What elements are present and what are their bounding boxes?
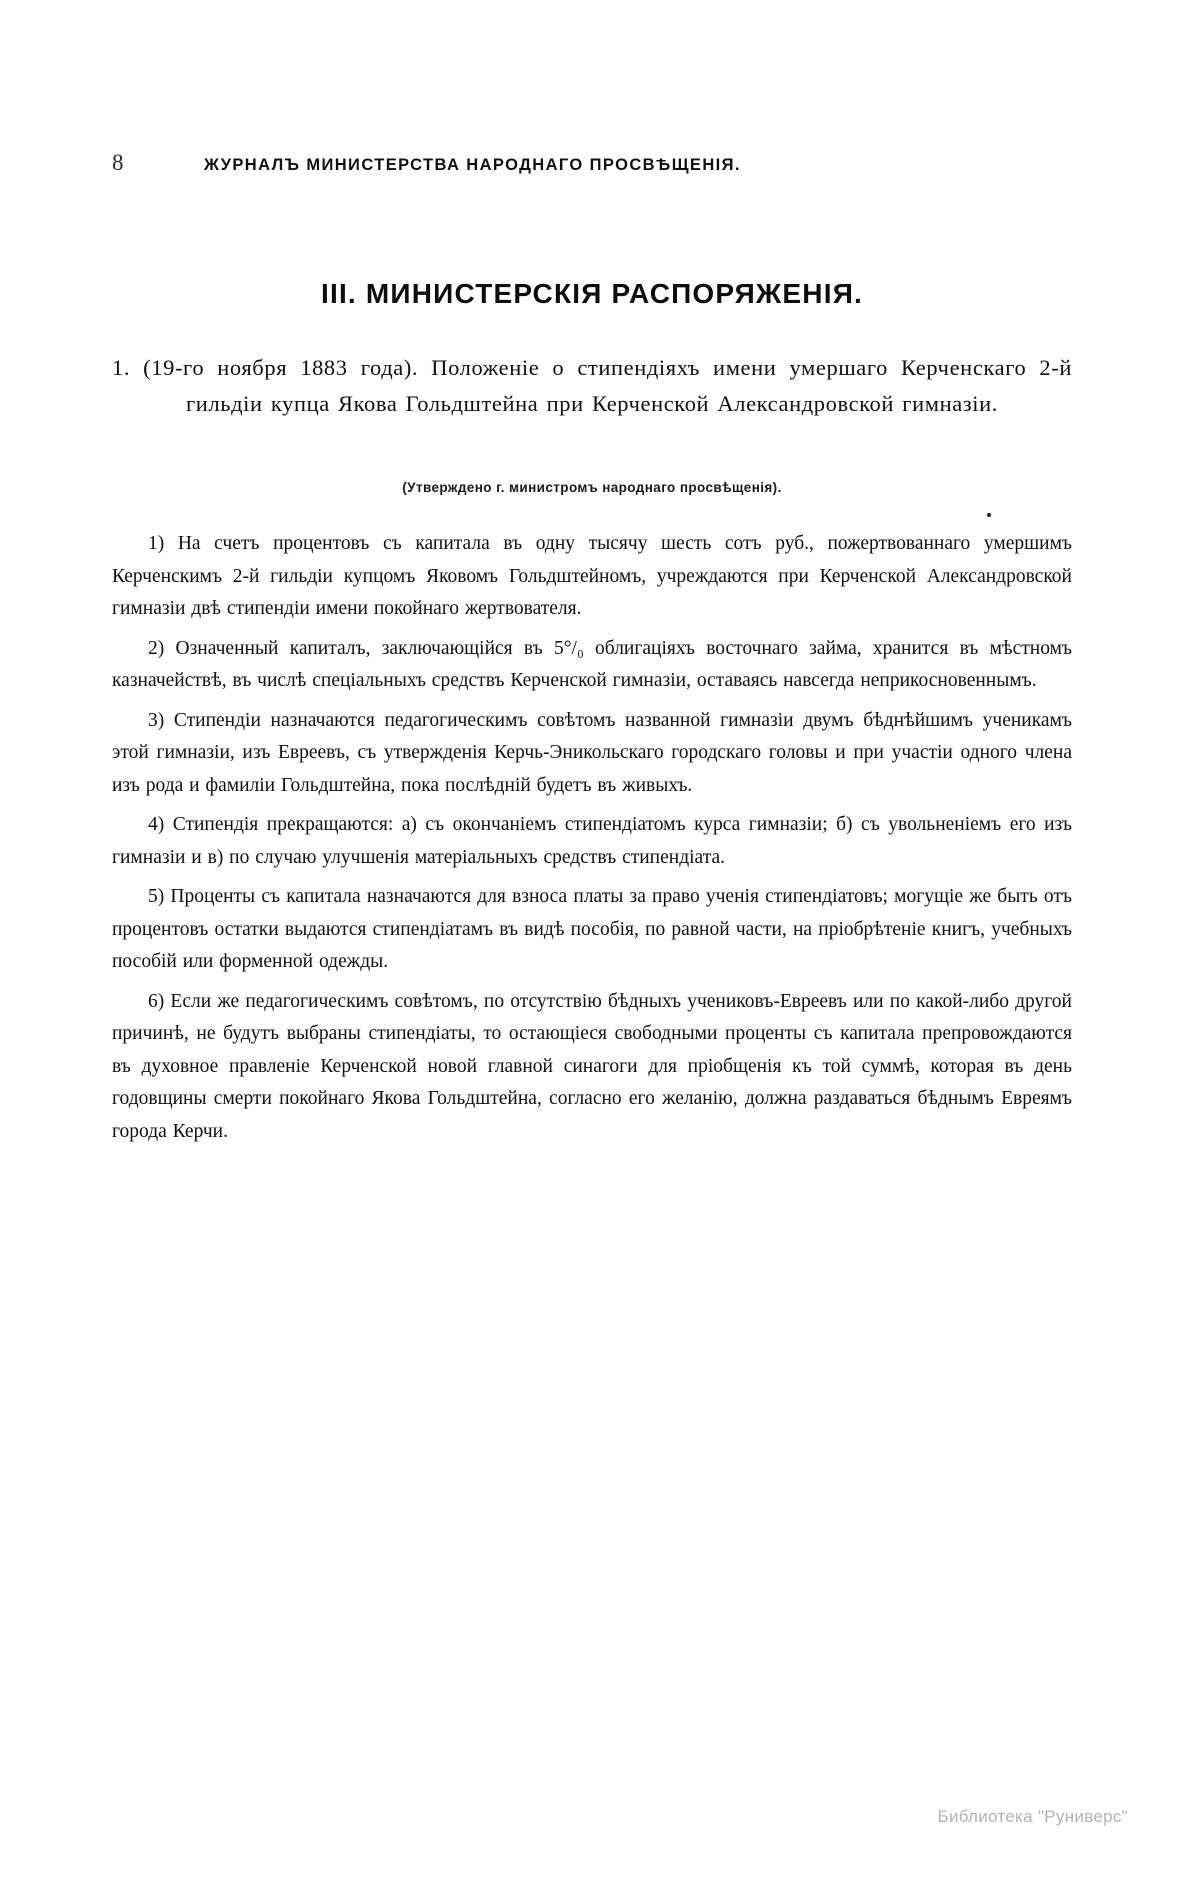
article-title: 1. (19-го ноября 1883 года). Положеніе о стипендіяхъ имени умершаго Керченскаго 2-й гильдіи купца Якова Гольдштейна при Керченской Александровской гимназіи. — [112, 355, 1072, 416]
paragraph: 5) Проценты съ капитала назначаются для взноса платы за право ученія стипендіатовъ; могущіе же быть отъ процентовъ остатки выдаются стипендіатамъ въ видѣ пособія, по равной части, на пріобрѣтеніе книгъ, учебныхъ пособій или форменной одежды. — [112, 886, 1072, 972]
ink-speck — [987, 513, 991, 517]
paragraph: 2) Означенный капиталъ, заключающійся въ 5°/₀ облигаціяхъ восточнаго займа, хранится въ мѣстномъ казначействѣ, въ числѣ спеціальныхъ средствъ Керченской гимназіи, оставаясь навсегда неприкосновеннымъ. — [112, 637, 1072, 691]
paragraph: 1) На счетъ процентовъ съ капитала въ одну тысячу шесть сотъ руб., пожертвованнаго умершимъ Керченскимъ 2-й гильдіи купцомъ Яковомъ Гольдштейномъ, учреждаются при Керченской Александровской гимназіи двѣ стипендіи имени покойнаго жертвователя. — [112, 533, 1072, 619]
running-head — [112, 150, 1072, 184]
page-number: 8 — [112, 150, 124, 175]
body-text — [112, 528, 1072, 1148]
scanned-text-block — [112, 150, 1072, 1750]
paragraph: 3) Стипендіи назначаются педагогическимъ совѣтомъ названной гимназіи двумъ бѣднѣйшимъ ученикамъ этой гимназіи, изъ Евреевъ, съ утвержденія Керчь-Эникольскаго городскаго головы и при участіи одного члена изъ рода и фамиліи Гольдштейна, пока послѣдній будетъ въ живыхъ. — [112, 709, 1072, 796]
approval-note: (Утверждено г. министромъ народнаго просвѣщенія). — [402, 480, 782, 495]
library-watermark: Библиотека "Руниверс" — [937, 1807, 1128, 1826]
running-title: ЖУРНАЛЪ МИНИСТЕРСТВА НАРОДНАГО ПРОСВѢЩЕНІЯ. — [204, 156, 741, 174]
paragraph: 6) Если же педагогическимъ совѣтомъ, по отсутствію бѣдныхъ учениковъ-Евреевъ или по какой-либо другой причинѣ, не будутъ выбраны стипендіаты, то остающіеся свободными проценты съ капитала препровождаются въ духовное правленіе Керченской новой главной синагоги для пріобщенія къ той суммѣ, которая въ день годовщины смерти покойнаго Якова Гольдштейна, согласно его желанію, должна раздаваться бѣднымъ Евреямъ города Керчи. — [112, 990, 1072, 1142]
paragraph: 4) Стипендія прекращаются: а) съ окончаніемъ стипендіатомъ курса гимназіи; б) съ увольненіемъ его изъ гимназіи и в) по случаю улучшенія матеріальныхъ средствъ стипендіата. — [112, 814, 1072, 868]
section-heading: III. МИНИСТЕРСКІЯ РАСПОРЯЖЕНІЯ. — [320, 278, 864, 309]
